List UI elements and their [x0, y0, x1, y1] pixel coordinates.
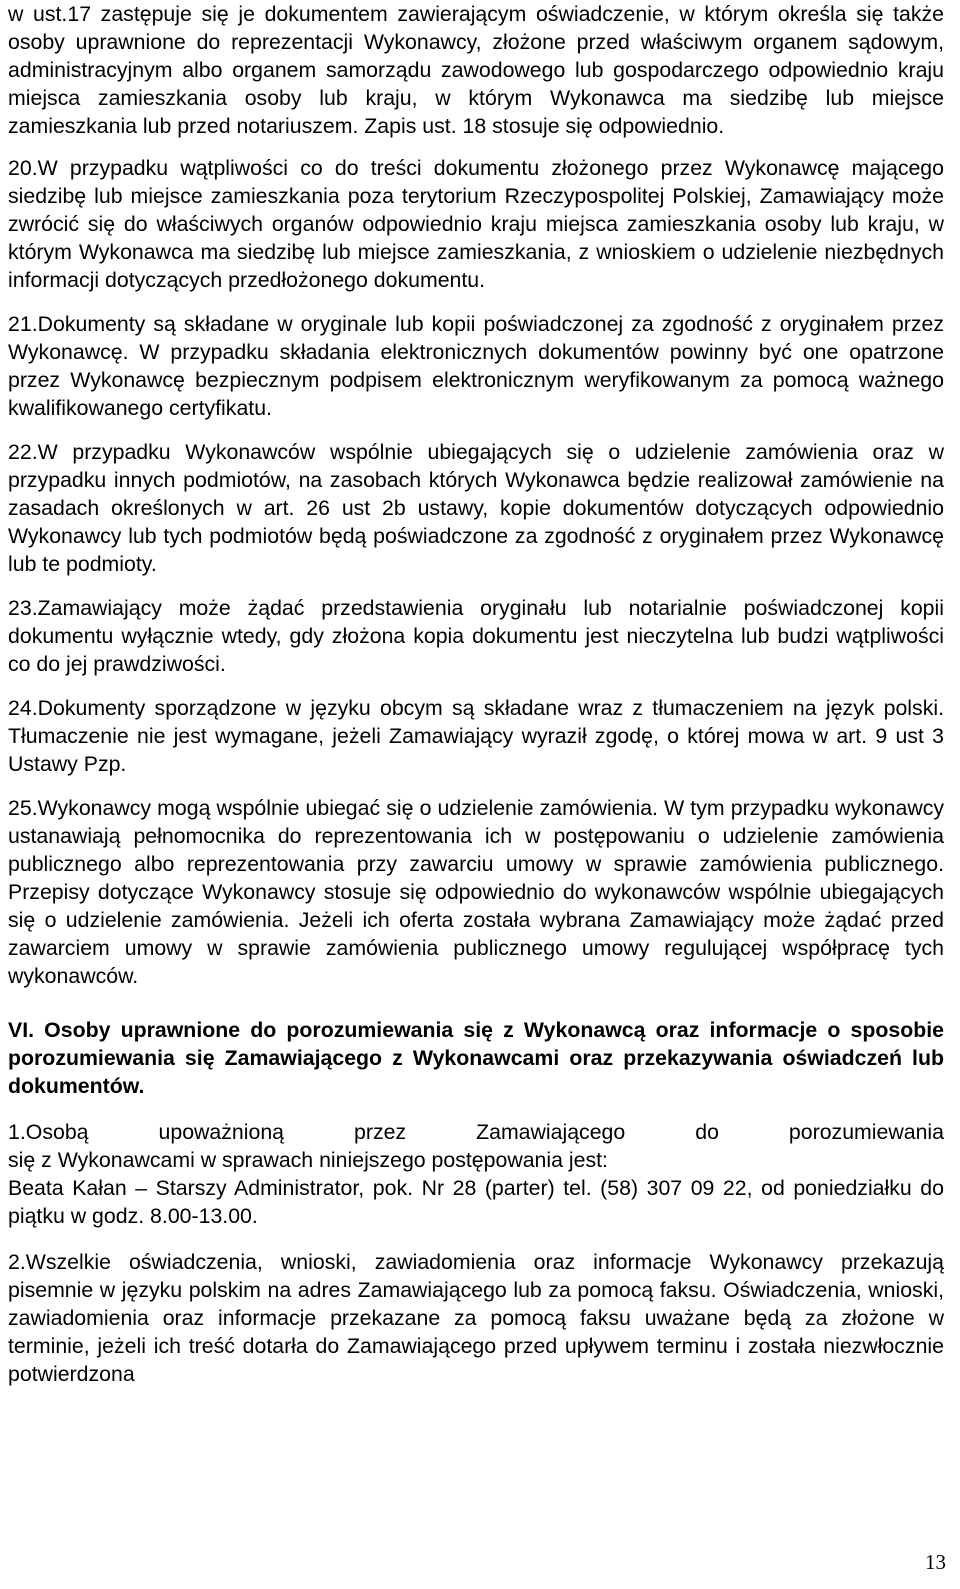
item-1-line-2: się z Wykonawcami w sprawach niniejszego postępowania jest: — [8, 1148, 608, 1172]
paragraph-22: 22.W przypadku Wykonawców wspólnie ubiegających się o udzielenie zamówienia oraz w przypadku innych podmiotów, na zasobach których Wykonawca będzie realizował zamówienie na zasadach określonych w art. 26 ust 2b ustawy, kopie dokumentów dotyczących odpowiednio Wykonawcy lub tych podmiotów będą poświadczone za zgodność z oryginałem przez Wykonawcę lub te podmioty. — [8, 440, 944, 576]
page-number: 13 — [925, 1550, 946, 1574]
document-page — [8, 0, 944, 1388]
paragraph-24: 24.Dokumenty sporządzone w języku obcym są składane wraz z tłumaczeniem na język polski. Tłumaczenie nie jest wymagane, jeżeli Zamawiający wyraził zgodę, o której mowa w art. 9 ust 3 Ustawy Pzp. — [8, 696, 944, 776]
paragraph-23: 23.Zamawiający może żądać przedstawienia oryginału lub notarialnie poświadczonej kopii dokumentu wyłącznie wtedy, gdy złożona kopia dokumentu jest nieczytelna lub budzi wątpliwości co do jej prawdziwości. — [8, 596, 944, 676]
paragraph-21: 21.Dokumenty są składane w oryginale lub kopii poświadczonej za zgodność z oryginałem przez Wykonawcę. W przypadku składania elektronicznych dokumentów powinny być one opatrzone przez Wykonawcę bezpiecznym podpisem elektronicznym weryfikowanym za pomocą ważnego kwalifikowanego certyfikatu. — [8, 312, 944, 420]
section-vi-item-2: 2.Wszelkie oświadczenia, wnioski, zawiadomienia oraz informacje Wykonawcy przekazują pisemnie w języku polskim na adres Zamawiającego lub za pomocą faksu. Oświadczenia, wnioski, zawiadomienia oraz informacje przekazane za pomocą faksu uważane będą za złożone w terminie, jeżeli ich treść dotarła do Zamawiającego przed upływem terminu i została niezwłocznie potwierdzona — [8, 1250, 944, 1386]
section-vi-item-1 — [8, 1118, 944, 1230]
paragraph-20: 20.W przypadku wątpliwości co do treści dokumentu złożonego przez Wykonawcę mającego siedzibę lub miejsce zamieszkania poza terytorium Rzeczypospolitej Polskiej, Zamawiający może zwrócić się do właściwych organów odpowiednio kraju miejsca zamieszkania osoby lub kraju, w którym Wykonawca ma siedzibę lub miejsce zamieszkania, z wnioskiem o udzielenie niezbędnych informacji dotyczących przedłożonego dokumentu. — [8, 156, 944, 292]
item-1-line-1: 1.Osobą upoważnioną przez Zamawiającego do porozumiewania — [8, 1120, 944, 1144]
paragraph-25: 25.Wykonawcy mogą wspólnie ubiegać się o udzielenie zamówienia. W tym przypadku wykonawcy ustanawiają pełnomocnika do reprezentowania ich w postępowaniu o udzielenie zamówienia publicznego albo reprezentowania przy zawarciu umowy w sprawie zamówienia publicznego. Przepisy dotyczące Wykonawcy stosuje się odpowiednio do wykonawców wspólnie ubiegających się o udzielenie zamówienia. Jeżeli ich oferta została wybrana Zamawiający może żądać przed zawarciem umowy w sprawie zamówienia publicznego umowy regulującej współpracę tych wykonawców. — [8, 796, 944, 988]
paragraph-17-continuation: w ust.17 zastępuje się je dokumentem zawierającym oświadczenie, w którym określa się także osoby uprawnione do reprezentacji Wykonawcy, złożone przed właściwym organem sądowym, administracyjnym albo organem samorządu zawodowego lub gospodarczego odpowiednio kraju miejsca zamieszkania osoby lub kraju, w którym Wykonawca ma siedzibę lub miejsce zamieszkania lub przed notariuszem. Zapis ust. 18 stosuje się odpowiednio. — [8, 2, 944, 138]
section-vi-heading: VI. Osoby uprawnione do porozumiewania się z Wykonawcą oraz informacje o sposobie porozumiewania się Zamawiającego z Wykonawcami oraz przekazywania oświadczeń lub dokumentów. — [8, 1018, 944, 1098]
contact-person: Beata Kałan – Starszy Administrator, pok. Nr 28 (parter) tel. (58) 307 09 22, od poniedziałku do piątku w godz. 8.00-13.00. — [8, 1176, 944, 1228]
